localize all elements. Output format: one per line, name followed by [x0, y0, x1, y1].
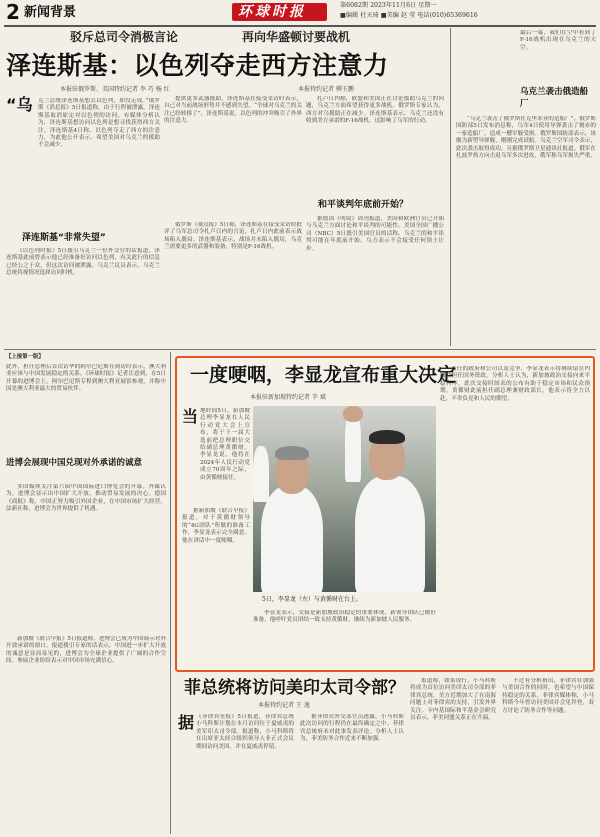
- person-left-hair: [275, 446, 309, 460]
- bottom-headline: 菲总统将访问美印太司令部？: [184, 678, 405, 698]
- left-column-rule: [170, 352, 171, 834]
- bottom-col2-text: 据菲律宾外交部官员透露，小马科斯此次访问的行程仍在最终确定之中。菲律宾总统府未对此事发表评论。分析人士认为，菲美防务合作近来不断加强。: [300, 714, 404, 743]
- bottom-col4-text: 不过有分析指出，菲律宾在加强与美国合作的同时，也希望与中国保持稳定的关系。菲律宾媒体称，小马科斯今年曾访问美国并会见拜登，双方讨论了防务合作等问题。: [502, 678, 594, 714]
- issue-line: 第6082期 2023年11月6日 星期一: [340, 2, 437, 9]
- byline-1: 本报驻俄罗斯、美国特约记者 李 巧 杨 红: [60, 86, 170, 93]
- main-headline: 泽连斯基：以色列夺走西方注意力: [6, 51, 389, 80]
- byline-2: 本报特约记者 柳玉鹏: [298, 86, 354, 93]
- person-right-fist: [343, 406, 363, 422]
- col3-text: 扎卢日内称，欧盟和美国正在讨论援助乌克兰的问题，乌克兰方面希望获得更多战机。俄罗斯专家认为，西方对乌援助正在减少。泽连斯基表示，乌克兰还没有收到美方承诺的F-16战机，这影响了乌军的行动。: [306, 96, 444, 125]
- col1-text: 克兰总统泽连斯基想去以色列，却没走成。”俄罗斯《消息报》5日报道称，由于行程被泄露，泽连斯基取消原定对以色列的访问。有媒体分析认为，泽连斯基想访问以色列是想寻找获得西方关注。泽连斯基4日称，以色列夺走了西方的注意力，为此他公开表示，希望美国对乌克兰的援助不会减少。: [38, 98, 160, 149]
- right-body-text: “乌克兰袭击了俄罗斯在克里米亚的造船厂”，俄罗斯国防部5日发布消息称，乌军4日使用导弹袭击了刻赤的一家造船厂，造成一艘军舰受损。俄罗斯国防部表示，该舰为新型导弹舰，刚刚完成试航。乌克兰空军司令表示，此次袭击取得成功。另据俄罗斯卫星通讯社报道，俄军在扎波罗热方向击退乌军多次进攻，俄军称乌军损失严重。: [456, 116, 596, 160]
- editor-line: ■编辑 杜天琦 ■美编 赵 莹 电话(010)65369616: [340, 12, 478, 19]
- featured-left-text: 地时间5日，新加坡总理李显龙在人民行动党大会上宣布，将于下一届大选前把总理职位交给副总理黄循财。李显龙说，他将在2024年人民行动党成立70周年之际，由黄循财接任。: [200, 408, 250, 481]
- subhead-expo: 进博会展现中国兑现对外承诺的诚意: [6, 458, 143, 468]
- person-right-hair: [369, 430, 405, 444]
- section-name: 新闻背景: [24, 5, 77, 20]
- featured-dropcap: 当: [182, 407, 199, 426]
- right-lead-text: 最后一幕，我们在空中看到了F-16战机出现在乌克兰的天空。: [520, 30, 596, 51]
- featured-headline: 一度哽咽，李显龙宣布重大决定: [190, 364, 457, 386]
- mid-body-1: 此外，担任总理后首次访华的阿尔巴尼斯在到访时表示，澳大利亚应该与中国发展稳定的关系。《环球时报》记者注意到，在5日开幕的进博会上，阿尔巴尼斯专程到澳大利亚展馆参观，并称中国是澳大利亚最大的贸易伙伴。: [6, 364, 166, 393]
- col2b-text: 俄罗斯《观点报》5日称，泽连斯基在接受采访时批评了乌军总司令扎卢日内的言论，扎卢日内此前表示战场陷入僵局。泽连斯基表示，战场并未陷入僵局，乌克兰需要更多的武器和装备，特别是F-16战机。: [164, 222, 302, 251]
- featured-left-text-2: 据新加坡《联合早报》报道，对于黄循财领导的“4G团队”所做的准备工作，李显龙表示完全满意。他在讲话中一度哽咽。: [182, 508, 250, 544]
- kicker-headline-1: 驳斥总司令消极言论: [70, 30, 179, 44]
- subhead-peace-talks: 和平谈判年底前开始？: [318, 200, 409, 210]
- bottom-byline: 本报特约记者 王 逸: [258, 702, 310, 709]
- col1b-text: 《以色列时报》5日援引乌克兰一位外交官的话报道，泽连斯基此前曾表示他已经准备好访问以色列，有关此行的信息已经公之于众，但这次访问被泄露。乌克兰议员表示，乌克兰总统将视情况选择访问时机。: [6, 248, 160, 277]
- page-header: [0, 0, 600, 24]
- col3b-text: 据德国《明镜》周刊报道，美国和欧洲官员已开始与乌克兰方面讨论和平谈判的可能性。美国全国广播公司（NBC）5日援引美国官员的话称，乌克兰的和平谈判可能在年底前开始。乌方表示不会接受任何领土让步。: [306, 216, 444, 252]
- col2-text: 提供更多武器援助。泽连斯基在接受采访时表示，自己对当前战场形势并不感到失望。“全球对乌克兰的关注已经转移了”，泽连斯基说，以色列的冲突吸引了外界的注意力。: [164, 96, 302, 125]
- featured-photo: [253, 406, 436, 592]
- featured-byline: 本报驻新加坡特约记者 辛 斌: [250, 394, 326, 401]
- person-right-shirt: [355, 476, 425, 592]
- featured-mid-text: 李显龙表示，交接是新加坡政治稳定的重要体现，新领导团队已做好准备。他呼吁党员团结一致支持黄循财，继续为新加坡人民服务。: [253, 610, 436, 624]
- mid-rule: [4, 349, 596, 350]
- person-left-shirt: [261, 486, 323, 592]
- bottom-col1-text: 《菲律宾星报》5日报道，菲律宾总统小马科斯计划在本月访问位于夏威夷的美军印太司令部。报道称，小马科斯将在出席亚太经合组织领导人非正式会议期间访问美国，并在夏威夷停留。: [196, 714, 294, 750]
- bottom-dropcap: 据: [178, 713, 195, 732]
- mid-body-2: 多国媒体关注第六届中国国际进口博览会的开幕。外媒认为，进博会显示出中国扩大开放、推动贸易发展的决心。德国《商报》称，中国正努力吸引外国企业，在中国市场扩大经营。法新社称，进博会为世界提供了机遇。: [6, 484, 166, 513]
- masthead-logo: [232, 3, 327, 21]
- continued-note: 【上接第一版】: [6, 354, 44, 360]
- drop-quote: “乌: [6, 95, 33, 114]
- kicker-headline-2: 再向华盛顿讨要战机: [242, 30, 351, 44]
- photo-caption: 5日，李显龙（左）与黄循财在台上。: [262, 596, 362, 603]
- bottom-col3-text: 报道称，如果成行，小马科斯将成为首位访问美印太司令部的菲律宾总统。美方近期加大了在南海问题上对菲律宾的支持，引发外界关注。卡内基国际和平基金会研究员表示，菲美同盟关系正在升温。: [410, 678, 496, 722]
- right-subhead: 乌克兰袭击俄造船厂: [520, 87, 589, 109]
- right-column-rule: [450, 28, 451, 346]
- header-rule: [4, 25, 596, 27]
- person-left-arm: [253, 446, 269, 502]
- mid-body-3: 新加坡《联合早报》5日报道称，进博会已成为中国展示对外开放承诺的窗口。报道援引专家的话表示，中国进一步扩大开放的诚意是显而易见的，进博会为全球企业提供了广阔的合作空间。参展企业纷纷表示对中国市场充满信心。: [6, 636, 166, 665]
- featured-right-text: 责任的政府和公司以及竞争，李显龙表示将继续留在内阁并担任国务资政。分析人士认为，新加坡政治交接向来平稳有序，此次交接时间表的公布有助于稳定市场和民众预期。黄循财此前担任副总理兼财政部长，他表示将全力以赴，不辜负党和人民的期望。: [440, 366, 590, 402]
- subhead-disappointed: 泽连斯基“非常失望”: [22, 233, 106, 243]
- page-number: 2: [6, 0, 20, 24]
- masthead-text: 环球时报: [238, 4, 306, 20]
